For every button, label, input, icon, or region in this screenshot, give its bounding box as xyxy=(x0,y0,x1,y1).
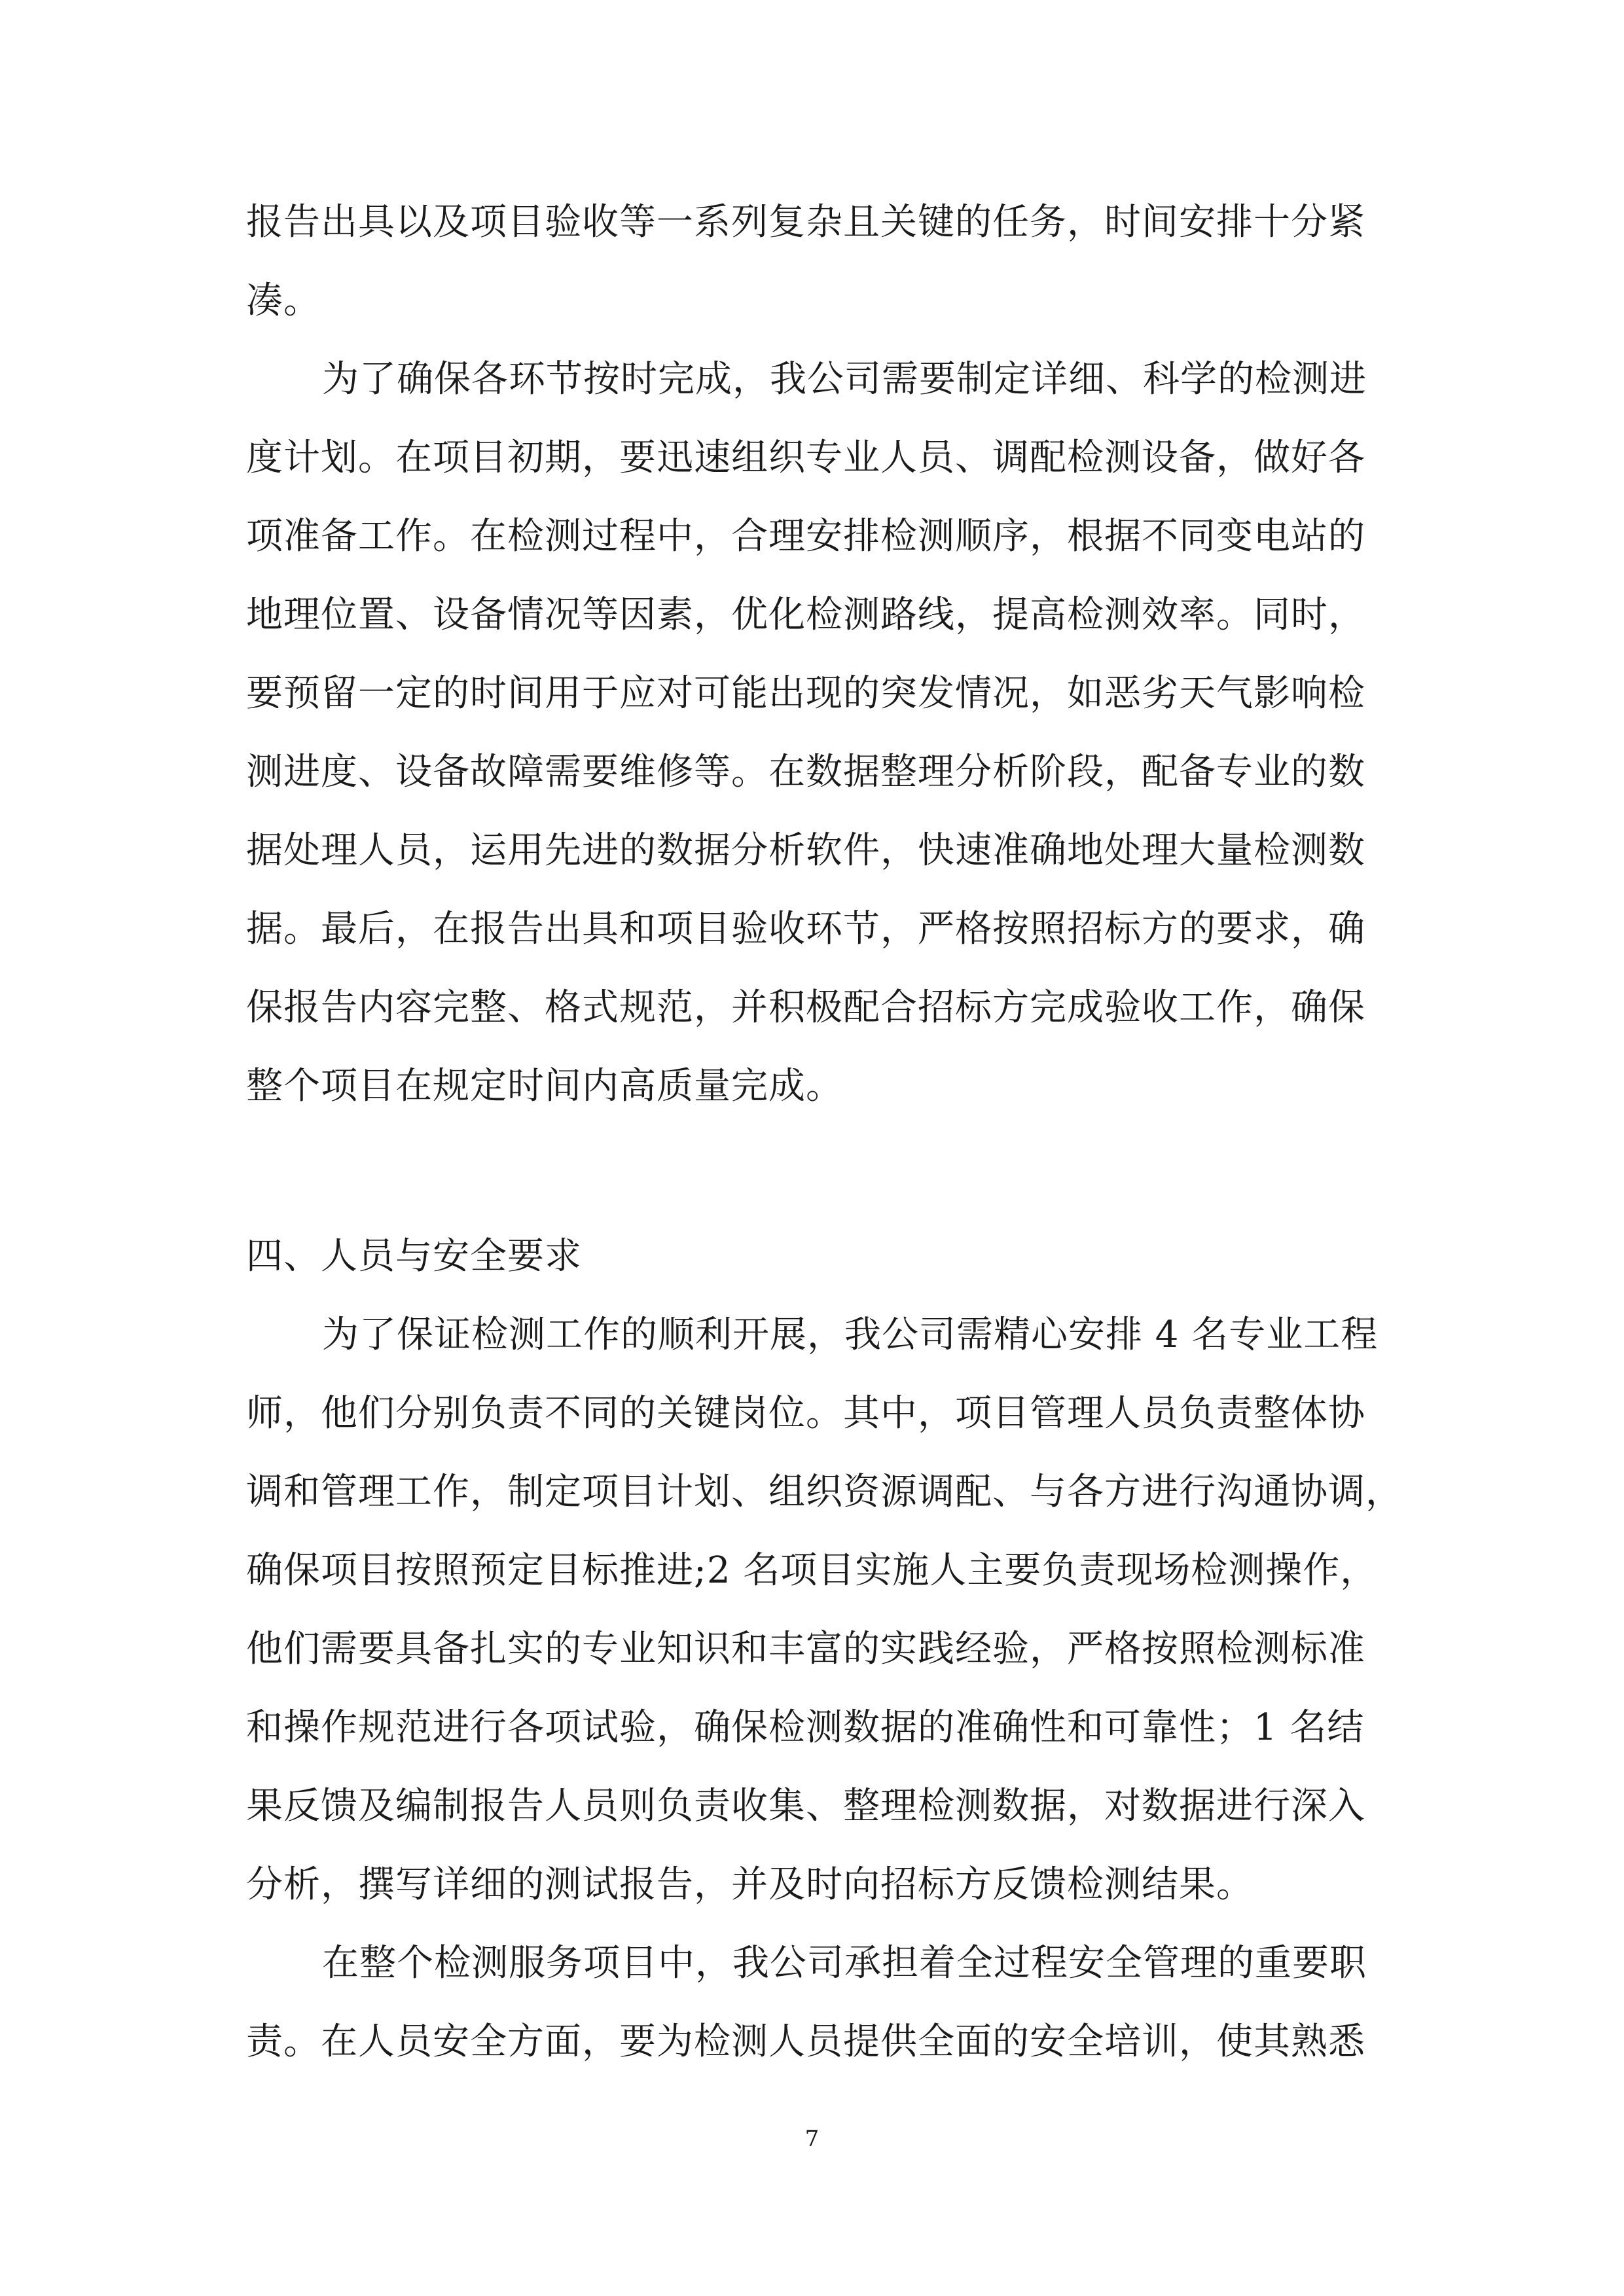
text-line: 和操作规范进行各项试验，确保检测数据的准确性和可靠性；1 名结 xyxy=(246,1706,1365,1749)
paragraph-schedule xyxy=(246,340,1379,1126)
paragraph-continuation xyxy=(246,183,1379,340)
text-line: 据。最后，在报告出具和项目验收环节，严格按照招标方的要求，确 xyxy=(246,908,1365,950)
text-line: 他们需要具备扎实的专业知识和丰富的实践经验，严格按照检测标准 xyxy=(246,1628,1365,1670)
text-line: 地理位置、设备情况等因素，优化检测路线，提高检测效率。同时， xyxy=(246,594,1365,636)
text-line: 果反馈及编制报告人员则负责收集、整理检测数据，对数据进行深入 xyxy=(246,1785,1365,1827)
text-line: 责。在人员安全方面，要为检测人员提供全面的安全培训，使其熟悉 xyxy=(246,2020,1365,2063)
text-line: 据处理人员，运用先进的数据分析软件，快速准确地处理大量检测数 xyxy=(246,829,1365,872)
page-content xyxy=(246,183,1403,2081)
text-line: 项准备工作。在检测过程中，合理安排检测顺序，根据不同变电站的 xyxy=(246,515,1365,558)
text-line: 保报告内容完整、格式规范，并积极配合招标方完成验收工作，确保 xyxy=(246,986,1365,1029)
text-line: 为了确保各环节按时完成，我公司需要制定详细、科学的检测进 xyxy=(322,358,1367,401)
paragraph-safety xyxy=(246,1924,1379,2081)
text-line: 要预留一定的时间用于应对可能出现的突发情况，如恶劣天气影响检 xyxy=(246,672,1365,715)
text-line: 调和管理工作，制定项目计划、组织资源调配、与各方进行沟通协调， xyxy=(246,1471,1403,1513)
paragraph-personnel xyxy=(246,1296,1403,1924)
text-line: 在整个检测服务项目中，我公司承担着全过程安全管理的重要职 xyxy=(322,1942,1367,1984)
text-line: 分析，撰写详细的测试报告，并及时向招标方反馈检测结果。 xyxy=(246,1863,1254,1906)
text-line: 整个项目在规定时间内高质量完成。 xyxy=(246,1065,843,1107)
text-line: 测进度、设备故障需要维修等。在数据整理分析阶段，配备专业的数 xyxy=(246,751,1365,793)
page-number: 7 xyxy=(804,2126,820,2152)
text-line: 度计划。在项目初期，要迅速组织专业人员、调配检测设备，做好各 xyxy=(246,437,1365,479)
text-line: 报告出具以及项目验收等一系列复杂且关键的任务，时间安排十分紧 xyxy=(246,201,1365,243)
text-line: 师，他们分别负责不同的关键岗位。其中，项目管理人员负责整体协 xyxy=(246,1392,1365,1435)
text-line: 确保项目按照预定目标推进;2 名项目实施人主要负责现场检测操作， xyxy=(246,1549,1378,1592)
section-heading: 四、人员与安全要求 xyxy=(246,1235,582,1278)
section-gap xyxy=(246,1126,1379,1217)
text-line: 凑。 xyxy=(246,279,321,322)
text-line: 为了保证检测工作的顺利开展，我公司需精心安排 4 名专业工程 xyxy=(322,1314,1379,1356)
